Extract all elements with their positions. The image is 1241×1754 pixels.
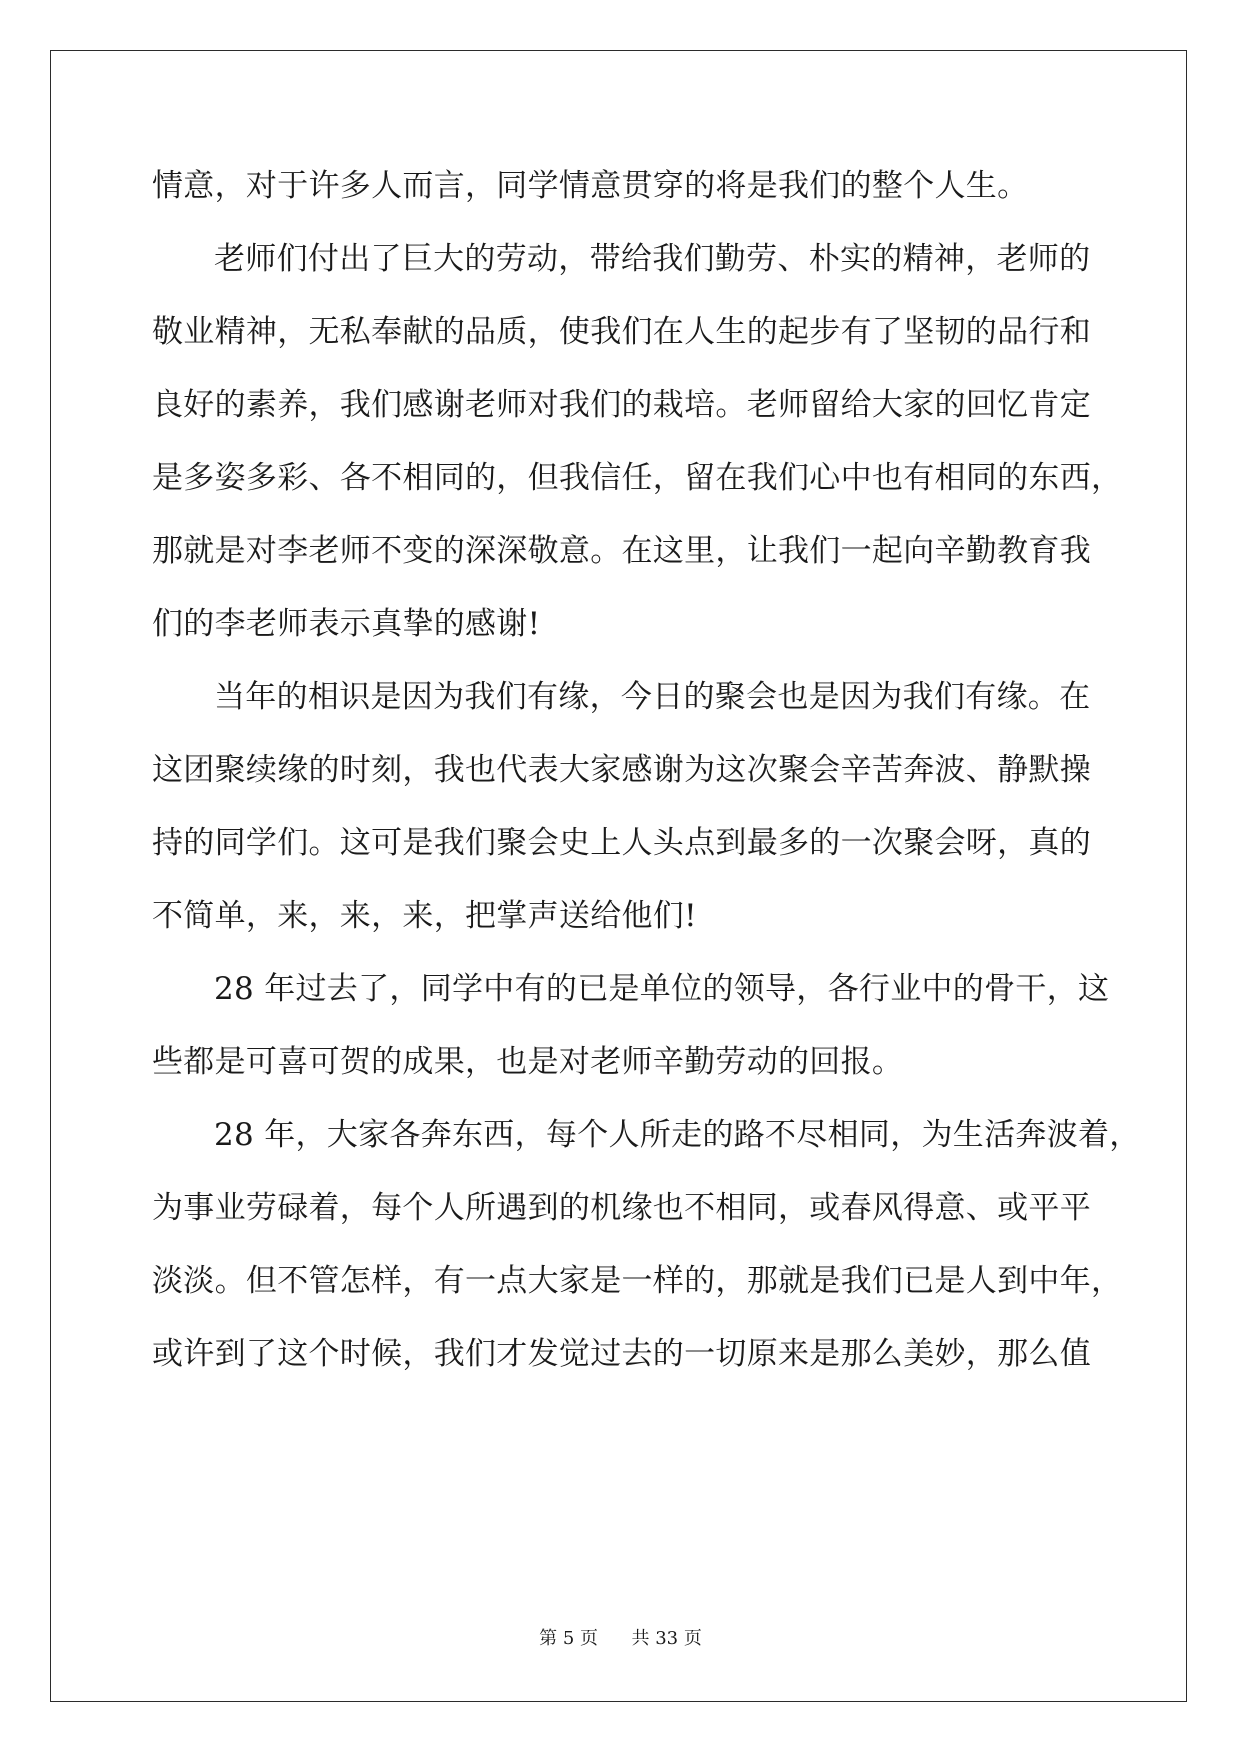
text-line: 或许到了这个时候，我们才发觉过去的一切原来是那么美妙，那么值: [152, 1336, 1091, 1372]
page-total: 共 33 页: [631, 1628, 702, 1649]
page-border: [50, 50, 1187, 1702]
text-line: 是多姿多彩、各不相同的，但我信任，留在我们心中也有相同的东西，: [152, 460, 1123, 496]
page-number: 第 5 页: [539, 1628, 599, 1649]
text-line: 淡淡。但不管怎样，有一点大家是一样的，那就是我们已是人到中年，: [152, 1263, 1123, 1299]
text-line: 良好的素养，我们感谢老师对我们的栽培。老师留给大家的回忆肯定: [152, 387, 1091, 423]
text-line: 当年的相识是因为我们有缘，今日的聚会也是因为我们有缘。在: [214, 679, 1091, 715]
text-line: 不简单，来，来，来，把掌声送给他们!: [152, 898, 697, 934]
text-line: 情意，对于许多人而言，同学情意贯穿的将是我们的整个人生。: [152, 168, 1029, 204]
text-line: 为事业劳碌着，每个人所遇到的机缘也不相同，或春风得意、或平平: [152, 1190, 1091, 1226]
text-line: 这团聚续缘的时刻，我也代表大家感谢为这次聚会辛苦奔波、静默操: [152, 752, 1091, 788]
text-line: 28 年，大家各奔东西，每个人所走的路不尽相同，为生活奔波着，: [214, 1117, 1141, 1153]
text-line: 们的李老师表示真挚的感谢!: [152, 606, 541, 642]
text-line: 老师们付出了巨大的劳动，带给我们勤劳、朴实的精神，老师的: [214, 241, 1091, 277]
text-line: 28 年过去了，同学中有的已是单位的领导，各行业中的骨干，这: [214, 971, 1110, 1007]
text-line: 些都是可喜可贺的成果，也是对老师辛勤劳动的回报。: [152, 1044, 904, 1080]
text-line: 那就是对李老师不变的深深敬意。在这里，让我们一起向辛勤教育我: [152, 533, 1091, 569]
page-footer: [0, 1624, 1241, 1650]
text-line: 持的同学们。这可是我们聚会史上人头点到最多的一次聚会呀，真的: [152, 825, 1091, 861]
text-line: 敬业精神，无私奉献的品质，使我们在人生的起步有了坚韧的品行和: [152, 314, 1091, 350]
